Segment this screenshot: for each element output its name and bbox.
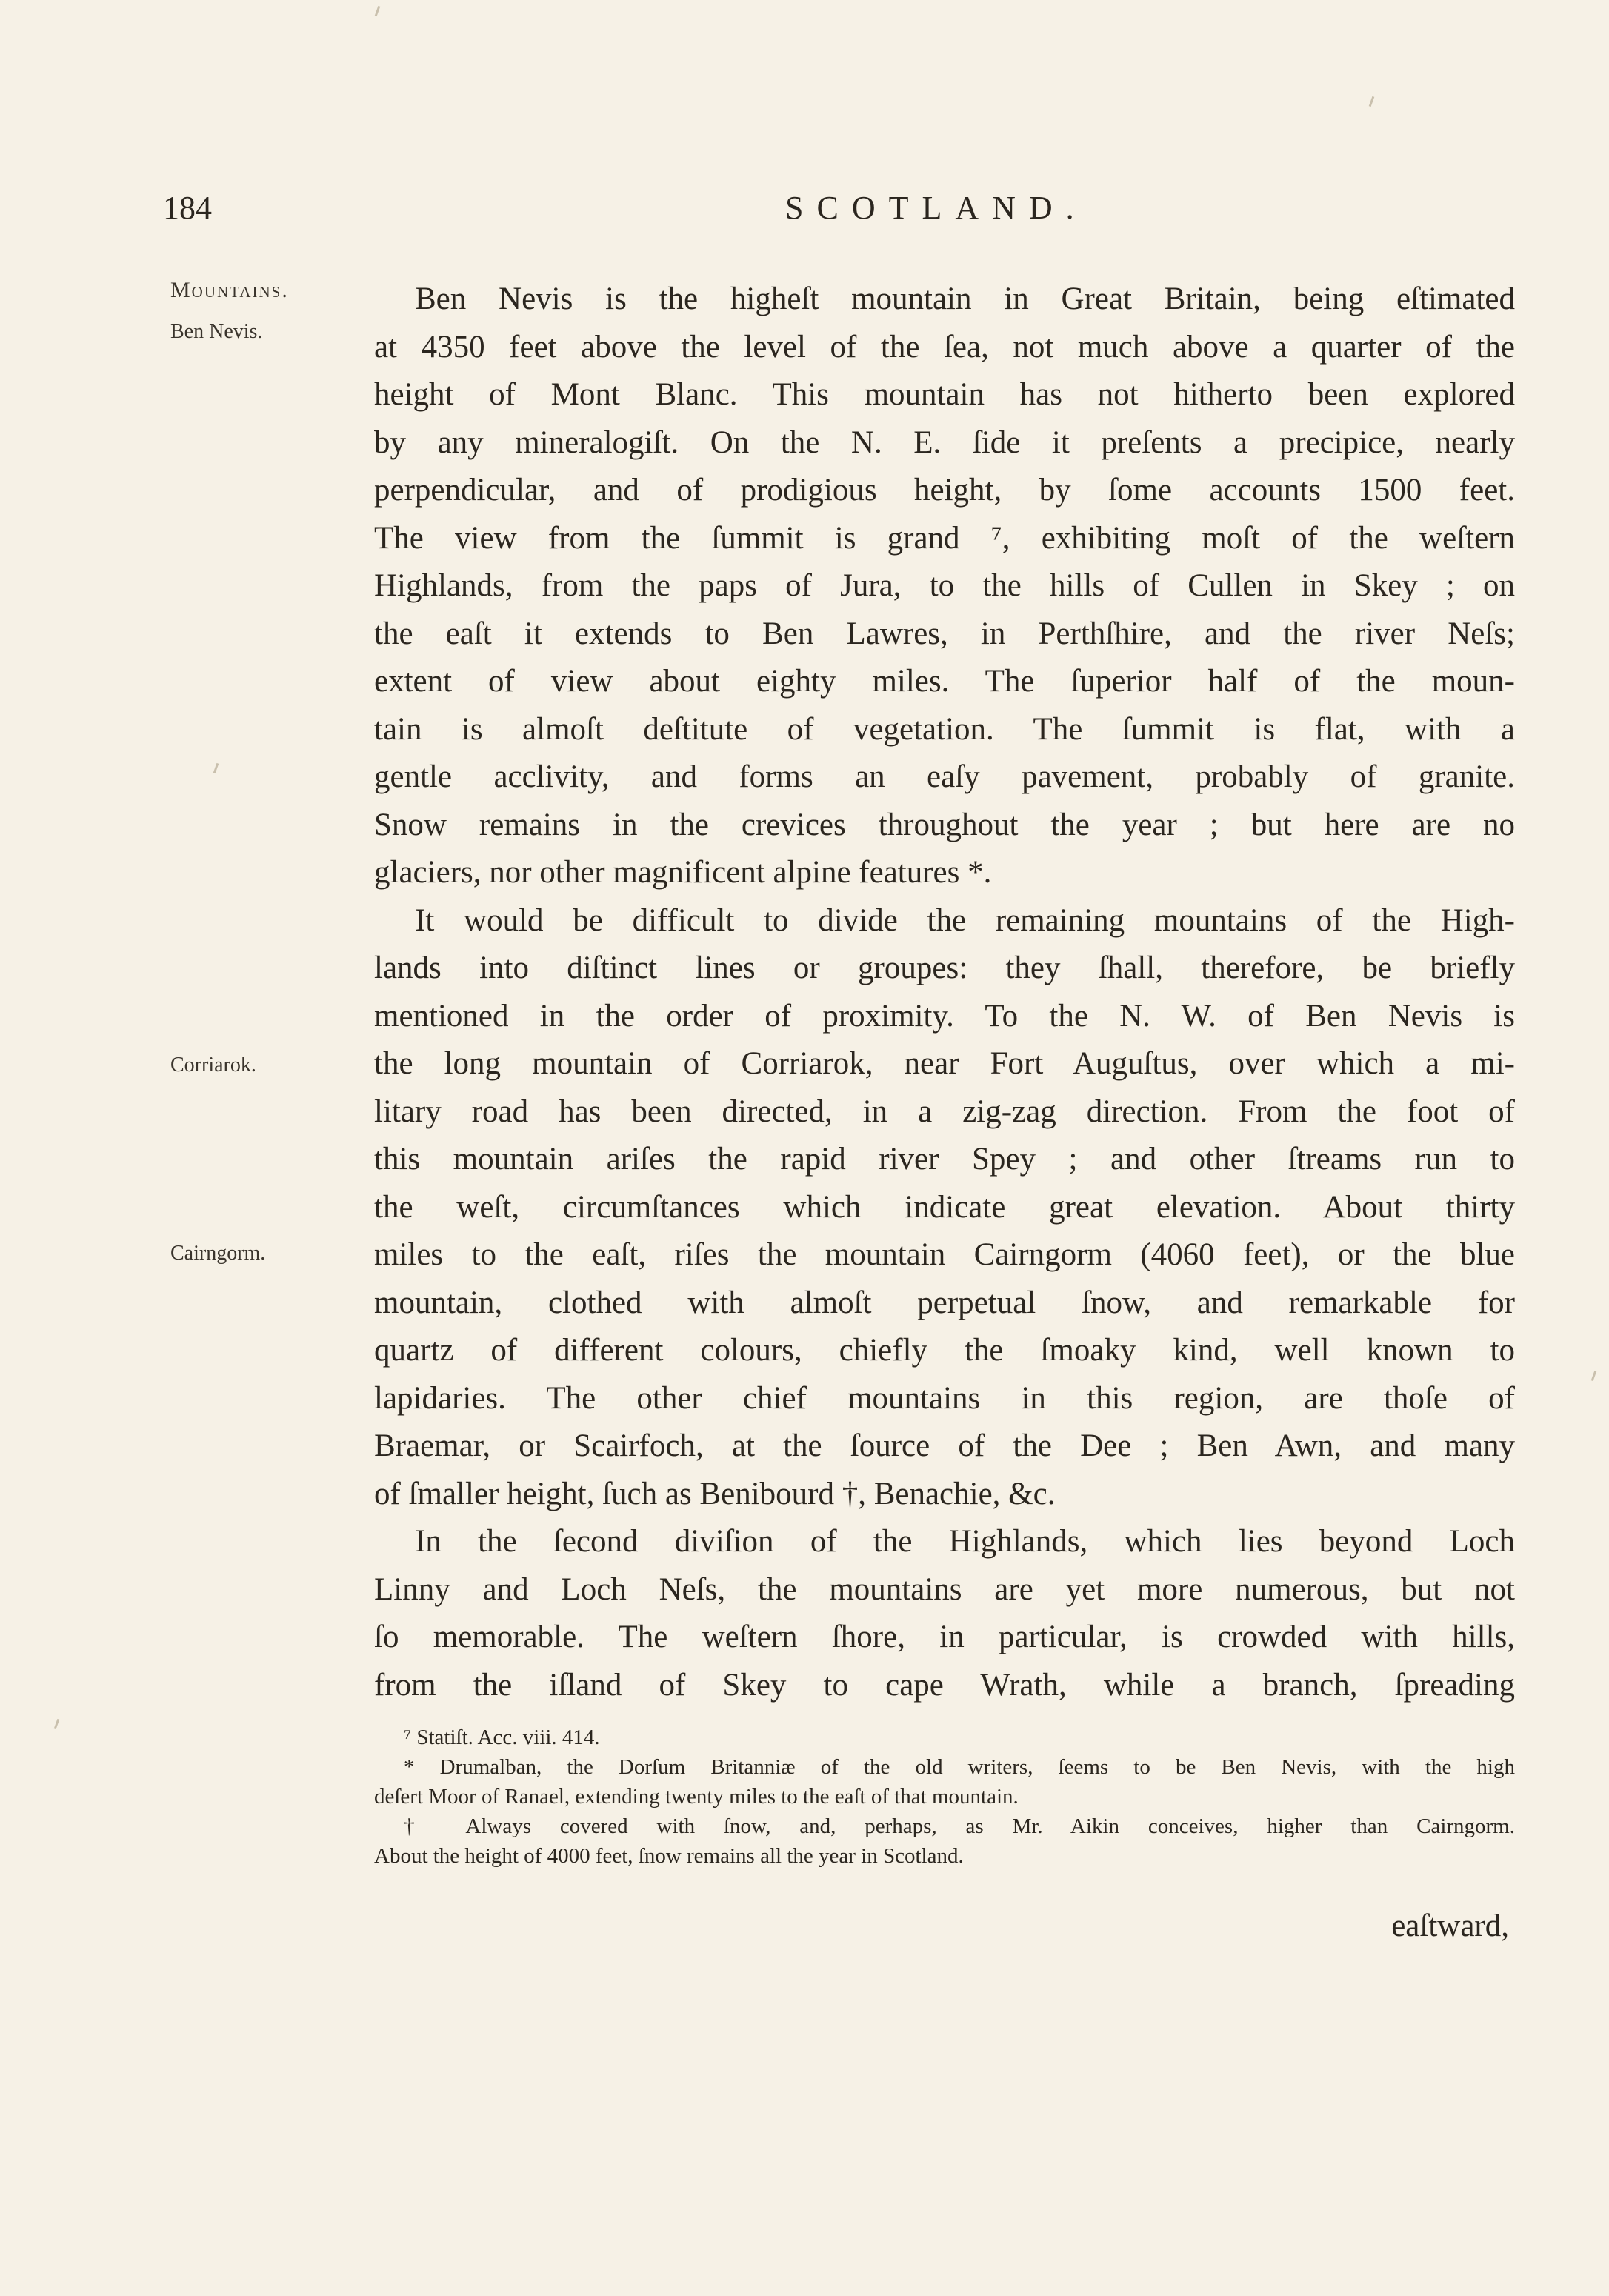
text-line: by any mineralogiſt. On the N. E. ſide it preſents a precipice, nearly bbox=[374, 425, 1515, 460]
text-line: quartz of different colours, chiefly the ſmoaky kind, well known to bbox=[374, 1333, 1515, 1368]
text-line: Snow remains in the crevices throughout the year ; but here are no bbox=[374, 807, 1515, 842]
text-line: the eaſt it extends to Ben Lawres, in Perthſhire, and the river Neſs; bbox=[374, 616, 1515, 651]
text-line: Ben Nevis is the higheſt mountain in Great Britain, being eſtimated bbox=[415, 282, 1515, 316]
text-line: from the iſland of Skey to cape Wrath, while a branch, ſpreading bbox=[374, 1667, 1515, 1703]
catchword: eaſtward, bbox=[1391, 1909, 1509, 1943]
footnote-line: * Drumalban, the Dorſum Britanniæ of the old writers, ſeems to be Ben Nevis, with the high bbox=[404, 1755, 1515, 1779]
footnote-line: † Always covered with ſnow, and, perhaps, as Mr. Aikin conceives, higher than Cairngorm. bbox=[404, 1814, 1515, 1838]
paper-speck bbox=[213, 763, 219, 773]
text-line: litary road has been directed, in a zig-zag direction. From the foot of bbox=[374, 1094, 1515, 1129]
paper-speck bbox=[1369, 96, 1375, 107]
running-head: SCOTLAND. bbox=[785, 190, 1087, 226]
sidenote-corriarok: Corriarok. bbox=[170, 1054, 256, 1077]
text-line: of ſmaller height, ſuch as Benibourd †, Benachie, &c. bbox=[374, 1476, 1056, 1511]
text-line: height of Mont Blanc. This mountain has not hitherto been explored bbox=[374, 377, 1515, 412]
footnote-line: ⁷ Statiſt. Acc. viii. 414. bbox=[404, 1726, 600, 1749]
page-header bbox=[163, 189, 1511, 241]
body-text bbox=[374, 276, 1515, 1709]
text-line: perpendicular, and of prodigious height, by ſome accounts 1500 feet. bbox=[374, 473, 1515, 508]
footnotes bbox=[374, 1723, 1515, 1871]
text-line: the long mountain of Corriarok, near Fort Auguſtus, over which a mi- bbox=[374, 1046, 1515, 1081]
text-line: The view from the ſummit is grand ⁷, exhibiting moſt of the weſtern bbox=[374, 520, 1515, 556]
page-number: 184 bbox=[163, 190, 212, 226]
sidenote-ben-nevis: Ben Nevis. bbox=[170, 320, 263, 343]
text-line: Highlands, from the paps of Jura, to the hills of Cullen in Skey ; on bbox=[374, 568, 1515, 603]
text-line: glaciers, nor other magnificent alpine features *. bbox=[374, 855, 992, 890]
footnote-line: deſert Moor of Ranael, extending twenty miles to the eaſt of that mountain. bbox=[374, 1785, 1019, 1808]
text-line: mentioned in the order of proximity. To the N. W. of Ben Nevis is bbox=[374, 998, 1515, 1034]
text-line: mountain, clothed with almoſt perpetual ſnow, and remarkable for bbox=[374, 1285, 1515, 1320]
text-line: tain is almoſt deſtitute of vegetation. The ſummit is flat, with a bbox=[374, 711, 1515, 747]
sidenote-mountains: Mountains. bbox=[170, 278, 289, 302]
text-line: ſo memorable. The weſtern ſhore, in particular, is crowded with hills, bbox=[374, 1620, 1515, 1654]
text-line: this mountain ariſes the rapid river Spey ; and other ſtreams run to bbox=[374, 1142, 1515, 1177]
paper-speck bbox=[54, 1719, 60, 1729]
text-line: It would be difficult to divide the remaining mountains of the High- bbox=[415, 902, 1515, 938]
text-line: at 4350 feet above the level of the ſea, not much above a quarter of the bbox=[374, 329, 1515, 365]
text-line: lapidaries. The other chief mountains in this region, are thoſe of bbox=[374, 1380, 1515, 1416]
text-line: the weſt, circumſtances which indicate great elevation. About thirty bbox=[374, 1189, 1515, 1225]
text-line: lands into diſtinct lines or groupes: they ſhall, therefore, be briefly bbox=[374, 951, 1515, 985]
text-line: Linny and Loch Neſs, the mountains are yet more numerous, but not bbox=[374, 1571, 1515, 1607]
sidenote-cairngorm: Cairngorm. bbox=[170, 1242, 266, 1265]
paper-speck bbox=[1591, 1371, 1597, 1381]
text-line: In the ſecond diviſion of the Highlands, which lies beyond Loch bbox=[415, 1524, 1515, 1559]
footnote-line: About the height of 4000 feet, ſnow remains all the year in Scotland. bbox=[374, 1844, 964, 1868]
text-line: miles to the eaſt, riſes the mountain Cairngorm (4060 feet), or the blue bbox=[374, 1237, 1515, 1272]
text-line: extent of view about eighty miles. The ſuperior half of the moun- bbox=[374, 664, 1515, 699]
text-line: gentle acclivity, and forms an eaſy pavement, probably of granite. bbox=[374, 759, 1515, 794]
text-line: Braemar, or Scairfoch, at the ſource of the Dee ; Ben Awn, and many bbox=[374, 1428, 1515, 1463]
paper-speck bbox=[375, 6, 381, 16]
